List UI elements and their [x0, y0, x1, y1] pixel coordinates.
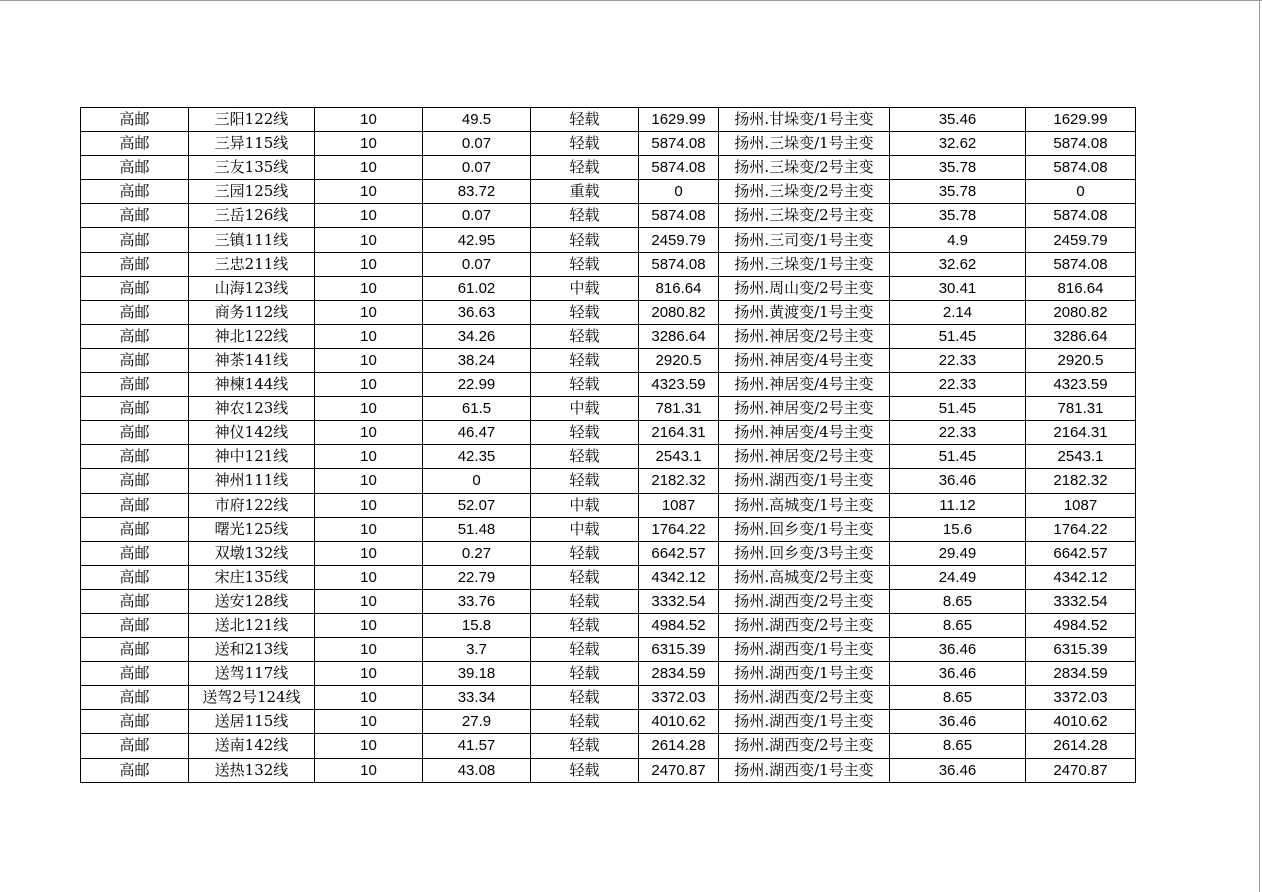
load-status-cell: 轻载	[531, 686, 639, 710]
table-row	[81, 252, 1136, 276]
table-row	[81, 565, 1136, 589]
transformer-load-rate-cell: 8.65	[890, 589, 1026, 613]
capacity-cell: 816.64	[639, 276, 719, 300]
transformer-capacity-cell: 6642.57	[1026, 541, 1136, 565]
line-name-cell: 神北122线	[189, 324, 315, 348]
region-cell: 高邮	[81, 300, 189, 324]
transformer-capacity-cell: 6315.39	[1026, 638, 1136, 662]
transformer-capacity-cell: 5874.08	[1026, 252, 1136, 276]
transformer-load-rate-cell: 51.45	[890, 397, 1026, 421]
table-row	[81, 710, 1136, 734]
table-row	[81, 589, 1136, 613]
transformer-capacity-cell: 2920.5	[1026, 348, 1136, 372]
table-row	[81, 541, 1136, 565]
load-rate-cell: 0.07	[423, 132, 531, 156]
transformer-cell: 扬州.湖西变/1号主变	[719, 662, 890, 686]
capacity-cell: 4984.52	[639, 613, 719, 637]
line-name-cell: 市府122线	[189, 493, 315, 517]
voltage-cell: 10	[315, 710, 423, 734]
table-row	[81, 397, 1136, 421]
transformer-cell: 扬州.湖西变/2号主变	[719, 589, 890, 613]
capacity-cell: 3286.64	[639, 324, 719, 348]
capacity-cell: 2920.5	[639, 348, 719, 372]
transformer-capacity-cell: 4010.62	[1026, 710, 1136, 734]
load-rate-cell: 42.95	[423, 228, 531, 252]
voltage-cell: 10	[315, 758, 423, 782]
transformer-cell: 扬州.回乡变/1号主变	[719, 517, 890, 541]
transformer-cell: 扬州.神居变/2号主变	[719, 397, 890, 421]
load-status-cell: 轻载	[531, 300, 639, 324]
voltage-cell: 10	[315, 589, 423, 613]
capacity-cell: 2470.87	[639, 758, 719, 782]
transformer-cell: 扬州.湖西变/2号主变	[719, 613, 890, 637]
voltage-cell: 10	[315, 613, 423, 637]
transformer-load-rate-cell: 8.65	[890, 686, 1026, 710]
transformer-cell: 扬州.湖西变/1号主变	[719, 469, 890, 493]
line-name-cell: 送居115线	[189, 710, 315, 734]
load-status-cell: 轻载	[531, 613, 639, 637]
capacity-cell: 5874.08	[639, 156, 719, 180]
line-name-cell: 神茶141线	[189, 348, 315, 372]
load-rate-cell: 15.8	[423, 613, 531, 637]
table-row	[81, 662, 1136, 686]
load-status-cell: 轻载	[531, 421, 639, 445]
voltage-cell: 10	[315, 108, 423, 132]
line-name-cell: 三友135线	[189, 156, 315, 180]
transformer-capacity-cell: 2164.31	[1026, 421, 1136, 445]
transformer-capacity-cell: 2459.79	[1026, 228, 1136, 252]
region-cell: 高邮	[81, 156, 189, 180]
capacity-cell: 4342.12	[639, 565, 719, 589]
transformer-cell: 扬州.三垛变/1号主变	[719, 252, 890, 276]
capacity-cell: 5874.08	[639, 132, 719, 156]
transformer-cell: 扬州.回乡变/3号主变	[719, 541, 890, 565]
transformer-cell: 扬州.周山变/2号主变	[719, 276, 890, 300]
load-rate-cell: 41.57	[423, 734, 531, 758]
transformer-cell: 扬州.三垛变/2号主变	[719, 156, 890, 180]
table-row	[81, 108, 1136, 132]
load-status-cell: 轻载	[531, 589, 639, 613]
transformer-cell: 扬州.湖西变/2号主变	[719, 686, 890, 710]
load-rate-cell: 27.9	[423, 710, 531, 734]
transformer-load-rate-cell: 51.45	[890, 324, 1026, 348]
table-row	[81, 686, 1136, 710]
transformer-capacity-cell: 5874.08	[1026, 156, 1136, 180]
line-name-cell: 三忠211线	[189, 252, 315, 276]
load-rate-cell: 0	[423, 469, 531, 493]
load-status-cell: 中载	[531, 276, 639, 300]
load-status-cell: 轻载	[531, 373, 639, 397]
line-name-cell: 送驾2号124线	[189, 686, 315, 710]
load-status-cell: 轻载	[531, 156, 639, 180]
table-row	[81, 204, 1136, 228]
region-cell: 高邮	[81, 734, 189, 758]
load-status-cell: 中载	[531, 517, 639, 541]
transformer-load-rate-cell: 8.65	[890, 613, 1026, 637]
region-cell: 高邮	[81, 445, 189, 469]
capacity-cell: 2080.82	[639, 300, 719, 324]
load-status-cell: 轻载	[531, 469, 639, 493]
load-status-cell: 轻载	[531, 662, 639, 686]
load-rate-cell: 33.34	[423, 686, 531, 710]
table-row	[81, 132, 1136, 156]
transformer-cell: 扬州.高城变/1号主变	[719, 493, 890, 517]
voltage-cell: 10	[315, 734, 423, 758]
voltage-cell: 10	[315, 228, 423, 252]
transformer-cell: 扬州.黄渡变/1号主变	[719, 300, 890, 324]
transformer-capacity-cell: 2614.28	[1026, 734, 1136, 758]
table-row	[81, 469, 1136, 493]
voltage-cell: 10	[315, 276, 423, 300]
voltage-cell: 10	[315, 686, 423, 710]
transformer-cell: 扬州.湖西变/1号主变	[719, 710, 890, 734]
region-cell: 高邮	[81, 613, 189, 637]
line-name-cell: 送南142线	[189, 734, 315, 758]
load-rate-cell: 0.07	[423, 204, 531, 228]
load-status-cell: 重载	[531, 180, 639, 204]
table-row	[81, 493, 1136, 517]
load-rate-cell: 34.26	[423, 324, 531, 348]
load-status-cell: 轻载	[531, 445, 639, 469]
line-name-cell: 三岳126线	[189, 204, 315, 228]
voltage-cell: 10	[315, 348, 423, 372]
transformer-load-rate-cell: 32.62	[890, 252, 1026, 276]
voltage-cell: 10	[315, 493, 423, 517]
voltage-cell: 10	[315, 565, 423, 589]
voltage-cell: 10	[315, 204, 423, 228]
region-cell: 高邮	[81, 204, 189, 228]
region-cell: 高邮	[81, 276, 189, 300]
transformer-cell: 扬州.湖西变/2号主变	[719, 734, 890, 758]
capacity-cell: 5874.08	[639, 204, 719, 228]
load-status-cell: 轻载	[531, 252, 639, 276]
voltage-cell: 10	[315, 252, 423, 276]
table-row	[81, 276, 1136, 300]
transformer-cell: 扬州.高城变/2号主变	[719, 565, 890, 589]
page-edge-right	[1259, 0, 1260, 892]
transformer-load-rate-cell: 2.14	[890, 300, 1026, 324]
line-name-cell: 送北121线	[189, 613, 315, 637]
voltage-cell: 10	[315, 300, 423, 324]
voltage-cell: 10	[315, 541, 423, 565]
transformer-cell: 扬州.甘垛变/1号主变	[719, 108, 890, 132]
load-rate-cell: 39.18	[423, 662, 531, 686]
line-name-cell: 神农123线	[189, 397, 315, 421]
load-rate-cell: 52.07	[423, 493, 531, 517]
transformer-load-rate-cell: 22.33	[890, 373, 1026, 397]
line-name-cell: 山海123线	[189, 276, 315, 300]
table-row	[81, 156, 1136, 180]
page-edge-top	[0, 0, 1262, 1]
transformer-load-rate-cell: 8.65	[890, 734, 1026, 758]
line-name-cell: 送热132线	[189, 758, 315, 782]
region-cell: 高邮	[81, 686, 189, 710]
line-name-cell: 神仪142线	[189, 421, 315, 445]
table-row	[81, 758, 1136, 782]
table-row	[81, 324, 1136, 348]
region-cell: 高邮	[81, 348, 189, 372]
transformer-cell: 扬州.湖西变/1号主变	[719, 758, 890, 782]
load-status-cell: 中载	[531, 397, 639, 421]
load-rate-cell: 3.7	[423, 638, 531, 662]
load-status-cell: 中载	[531, 493, 639, 517]
transformer-capacity-cell: 4323.59	[1026, 373, 1136, 397]
load-rate-cell: 38.24	[423, 348, 531, 372]
load-rate-cell: 0.27	[423, 541, 531, 565]
transformer-capacity-cell: 781.31	[1026, 397, 1136, 421]
table-row	[81, 421, 1136, 445]
transformer-load-rate-cell: 4.9	[890, 228, 1026, 252]
load-rate-cell: 36.63	[423, 300, 531, 324]
transformer-load-rate-cell: 36.46	[890, 662, 1026, 686]
line-name-cell: 双墩132线	[189, 541, 315, 565]
line-name-cell: 三阳122线	[189, 108, 315, 132]
transformer-load-rate-cell: 15.6	[890, 517, 1026, 541]
table-row	[81, 373, 1136, 397]
capacity-cell: 6315.39	[639, 638, 719, 662]
transformer-load-rate-cell: 36.46	[890, 638, 1026, 662]
line-name-cell: 神州111线	[189, 469, 315, 493]
capacity-cell: 1629.99	[639, 108, 719, 132]
transformer-cell: 扬州.三垛变/2号主变	[719, 204, 890, 228]
region-cell: 高邮	[81, 373, 189, 397]
transformer-capacity-cell: 2543.1	[1026, 445, 1136, 469]
transformer-capacity-cell: 1629.99	[1026, 108, 1136, 132]
table-row	[81, 638, 1136, 662]
load-status-cell: 轻载	[531, 348, 639, 372]
transformer-load-rate-cell: 35.46	[890, 108, 1026, 132]
region-cell: 高邮	[81, 252, 189, 276]
voltage-cell: 10	[315, 469, 423, 493]
voltage-cell: 10	[315, 373, 423, 397]
line-name-cell: 神楝144线	[189, 373, 315, 397]
region-cell: 高邮	[81, 662, 189, 686]
transformer-capacity-cell: 816.64	[1026, 276, 1136, 300]
transformer-load-rate-cell: 36.46	[890, 469, 1026, 493]
region-cell: 高邮	[81, 638, 189, 662]
load-rate-cell: 42.35	[423, 445, 531, 469]
load-rate-cell: 0.07	[423, 252, 531, 276]
capacity-cell: 5874.08	[639, 252, 719, 276]
transformer-capacity-cell: 1764.22	[1026, 517, 1136, 541]
transformer-capacity-cell: 2834.59	[1026, 662, 1136, 686]
voltage-cell: 10	[315, 324, 423, 348]
table-body	[81, 108, 1136, 783]
transformer-capacity-cell: 3332.54	[1026, 589, 1136, 613]
transformer-cell: 扬州.神居变/2号主变	[719, 445, 890, 469]
capacity-cell: 1087	[639, 493, 719, 517]
load-status-cell: 轻载	[531, 541, 639, 565]
load-rate-cell: 61.5	[423, 397, 531, 421]
capacity-cell: 2543.1	[639, 445, 719, 469]
transformer-capacity-cell: 5874.08	[1026, 204, 1136, 228]
capacity-cell: 6642.57	[639, 541, 719, 565]
voltage-cell: 10	[315, 132, 423, 156]
region-cell: 高邮	[81, 228, 189, 252]
load-status-cell: 轻载	[531, 638, 639, 662]
line-name-cell: 曙光125线	[189, 517, 315, 541]
transformer-capacity-cell: 3286.64	[1026, 324, 1136, 348]
region-cell: 高邮	[81, 132, 189, 156]
transformer-load-rate-cell: 22.33	[890, 421, 1026, 445]
capacity-cell: 2614.28	[639, 734, 719, 758]
table-row	[81, 734, 1136, 758]
load-rate-cell: 51.48	[423, 517, 531, 541]
transformer-capacity-cell: 2182.32	[1026, 469, 1136, 493]
line-name-cell: 三异115线	[189, 132, 315, 156]
load-rate-cell: 61.02	[423, 276, 531, 300]
region-cell: 高邮	[81, 541, 189, 565]
region-cell: 高邮	[81, 324, 189, 348]
load-status-cell: 轻载	[531, 228, 639, 252]
load-status-cell: 轻载	[531, 734, 639, 758]
load-status-cell: 轻载	[531, 324, 639, 348]
table-row	[81, 517, 1136, 541]
transformer-cell: 扬州.神居变/2号主变	[719, 324, 890, 348]
line-name-cell: 送驾117线	[189, 662, 315, 686]
transformer-capacity-cell: 4984.52	[1026, 613, 1136, 637]
transformer-capacity-cell: 5874.08	[1026, 132, 1136, 156]
line-name-cell: 送安128线	[189, 589, 315, 613]
region-cell: 高邮	[81, 517, 189, 541]
table-row	[81, 613, 1136, 637]
voltage-cell: 10	[315, 397, 423, 421]
transformer-cell: 扬州.三垛变/2号主变	[719, 180, 890, 204]
transformer-capacity-cell: 1087	[1026, 493, 1136, 517]
capacity-cell: 4010.62	[639, 710, 719, 734]
load-rate-cell: 49.5	[423, 108, 531, 132]
region-cell: 高邮	[81, 421, 189, 445]
voltage-cell: 10	[315, 421, 423, 445]
region-cell: 高邮	[81, 469, 189, 493]
load-status-cell: 轻载	[531, 758, 639, 782]
table-row	[81, 180, 1136, 204]
table-row	[81, 300, 1136, 324]
table-row	[81, 228, 1136, 252]
voltage-cell: 10	[315, 156, 423, 180]
transformer-capacity-cell: 0	[1026, 180, 1136, 204]
transformer-load-rate-cell: 35.78	[890, 180, 1026, 204]
transformer-capacity-cell: 3372.03	[1026, 686, 1136, 710]
load-rate-cell: 22.99	[423, 373, 531, 397]
capacity-cell: 3372.03	[639, 686, 719, 710]
line-name-cell: 三镇111线	[189, 228, 315, 252]
transformer-cell: 扬州.神居变/4号主变	[719, 421, 890, 445]
transformer-capacity-cell: 2470.87	[1026, 758, 1136, 782]
load-rate-cell: 33.76	[423, 589, 531, 613]
capacity-cell: 0	[639, 180, 719, 204]
load-status-cell: 轻载	[531, 565, 639, 589]
region-cell: 高邮	[81, 589, 189, 613]
transformer-load-rate-cell: 36.46	[890, 710, 1026, 734]
transformer-cell: 扬州.三司变/1号主变	[719, 228, 890, 252]
transformer-load-rate-cell: 32.62	[890, 132, 1026, 156]
capacity-cell: 2834.59	[639, 662, 719, 686]
load-rate-cell: 43.08	[423, 758, 531, 782]
transformer-cell: 扬州.三垛变/1号主变	[719, 132, 890, 156]
region-cell: 高邮	[81, 710, 189, 734]
region-cell: 高邮	[81, 397, 189, 421]
load-status-cell: 轻载	[531, 204, 639, 228]
line-name-cell: 宋庄135线	[189, 565, 315, 589]
voltage-cell: 10	[315, 662, 423, 686]
line-name-cell: 神中121线	[189, 445, 315, 469]
transformer-load-rate-cell: 22.33	[890, 348, 1026, 372]
transformer-cell: 扬州.神居变/4号主变	[719, 348, 890, 372]
region-cell: 高邮	[81, 565, 189, 589]
capacity-cell: 2182.32	[639, 469, 719, 493]
capacity-cell: 2459.79	[639, 228, 719, 252]
transformer-load-rate-cell: 36.46	[890, 758, 1026, 782]
line-name-cell: 商务112线	[189, 300, 315, 324]
transformer-cell: 扬州.神居变/4号主变	[719, 373, 890, 397]
voltage-cell: 10	[315, 517, 423, 541]
line-name-cell: 三园125线	[189, 180, 315, 204]
transformer-load-rate-cell: 24.49	[890, 565, 1026, 589]
feeder-load-table	[80, 107, 1136, 783]
table-row	[81, 348, 1136, 372]
region-cell: 高邮	[81, 758, 189, 782]
load-rate-cell: 46.47	[423, 421, 531, 445]
transformer-load-rate-cell: 30.41	[890, 276, 1026, 300]
table-row	[81, 445, 1136, 469]
voltage-cell: 10	[315, 180, 423, 204]
transformer-load-rate-cell: 11.12	[890, 493, 1026, 517]
capacity-cell: 3332.54	[639, 589, 719, 613]
load-status-cell: 轻载	[531, 108, 639, 132]
load-rate-cell: 0.07	[423, 156, 531, 180]
transformer-load-rate-cell: 35.78	[890, 156, 1026, 180]
load-status-cell: 轻载	[531, 710, 639, 734]
line-name-cell: 送和213线	[189, 638, 315, 662]
capacity-cell: 1764.22	[639, 517, 719, 541]
voltage-cell: 10	[315, 638, 423, 662]
capacity-cell: 2164.31	[639, 421, 719, 445]
region-cell: 高邮	[81, 180, 189, 204]
transformer-capacity-cell: 2080.82	[1026, 300, 1136, 324]
transformer-load-rate-cell: 35.78	[890, 204, 1026, 228]
transformer-load-rate-cell: 29.49	[890, 541, 1026, 565]
load-rate-cell: 22.79	[423, 565, 531, 589]
capacity-cell: 4323.59	[639, 373, 719, 397]
voltage-cell: 10	[315, 445, 423, 469]
transformer-load-rate-cell: 51.45	[890, 445, 1026, 469]
load-rate-cell: 83.72	[423, 180, 531, 204]
region-cell: 高邮	[81, 108, 189, 132]
load-status-cell: 轻载	[531, 132, 639, 156]
capacity-cell: 781.31	[639, 397, 719, 421]
region-cell: 高邮	[81, 493, 189, 517]
transformer-capacity-cell: 4342.12	[1026, 565, 1136, 589]
transformer-cell: 扬州.湖西变/1号主变	[719, 638, 890, 662]
